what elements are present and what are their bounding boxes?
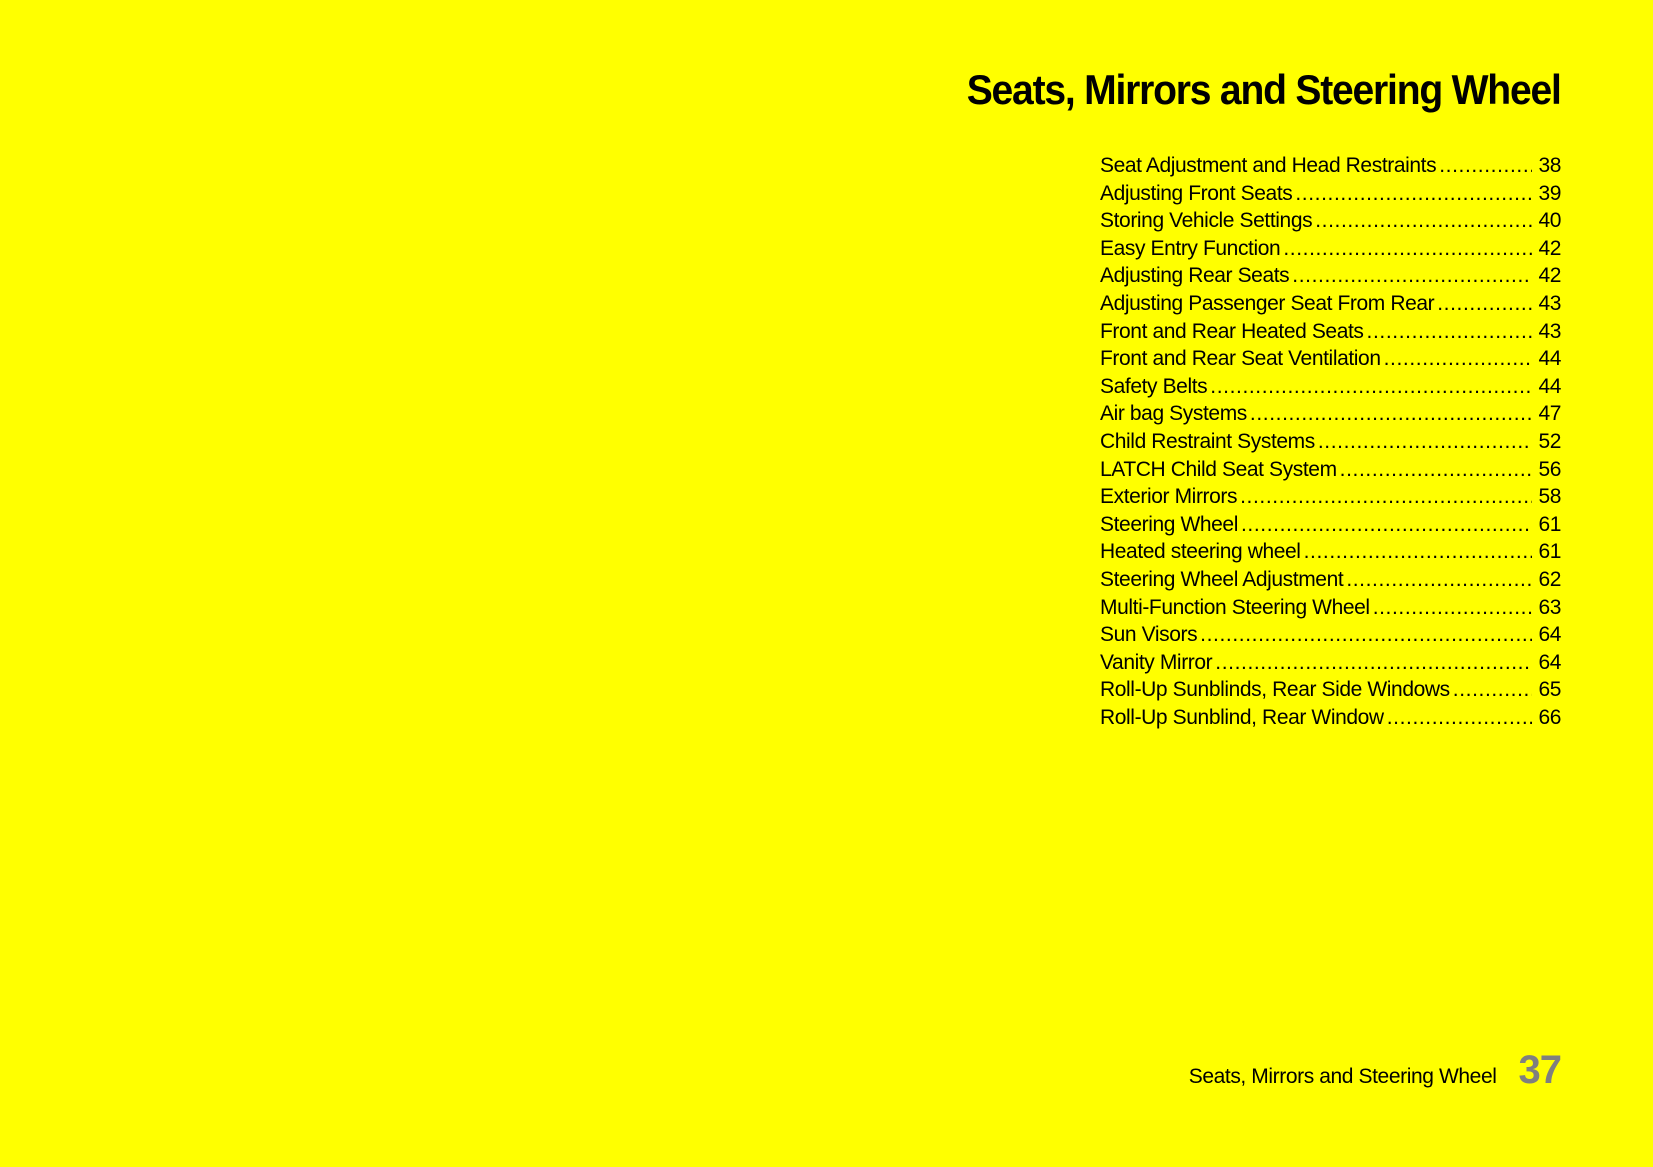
toc-entry[interactable] <box>1100 207 1561 235</box>
toc-entry[interactable] <box>1100 400 1561 428</box>
toc-entry[interactable] <box>1100 483 1561 511</box>
toc-entry[interactable] <box>1100 152 1561 180</box>
toc-entry-page: 38 <box>1538 154 1561 177</box>
toc-entry-label: Adjusting Front Seats <box>1100 181 1293 205</box>
toc-leader-dots <box>1453 676 1533 704</box>
toc-leader-dots <box>1346 566 1532 594</box>
toc-entry[interactable] <box>1100 566 1561 594</box>
toc-entry-page: 44 <box>1538 347 1561 371</box>
toc-entry-label: Easy Entry Function <box>1100 236 1281 260</box>
toc-entry-label: Seat Adjustment and Head Restraints <box>1100 154 1437 177</box>
toc-leader-dots <box>1241 511 1532 539</box>
toc-entry-page: 40 <box>1538 209 1561 233</box>
toc-entry-label: Child Restraint Systems <box>1100 429 1315 453</box>
toc-entry[interactable] <box>1100 290 1561 318</box>
toc-entry-page: 52 <box>1538 429 1561 453</box>
toc-entry[interactable] <box>1100 428 1561 456</box>
toc-entry-page: 62 <box>1538 567 1561 591</box>
toc-entry[interactable] <box>1100 594 1561 622</box>
toc-entry[interactable] <box>1100 538 1561 566</box>
toc-entry[interactable] <box>1100 511 1561 539</box>
toc-leader-dots <box>1439 152 1532 180</box>
toc-entry-page: 58 <box>1538 485 1561 509</box>
toc-entry[interactable] <box>1100 621 1561 649</box>
toc-entry-page: 44 <box>1538 374 1561 398</box>
toc-entry-label: Steering Wheel <box>1100 512 1238 536</box>
toc-entry-label: Exterior Mirrors <box>1100 485 1238 509</box>
toc-entry[interactable] <box>1100 262 1561 290</box>
toc-entry[interactable] <box>1100 704 1561 732</box>
toc-entry-page: 39 <box>1538 181 1561 205</box>
toc-entry-page: 43 <box>1538 319 1561 343</box>
toc-entry[interactable] <box>1100 676 1561 704</box>
toc-entry-page: 42 <box>1538 236 1561 260</box>
toc-entry-label: Storing Vehicle Settings <box>1100 209 1313 233</box>
toc-leader-dots <box>1210 373 1532 401</box>
toc-leader-dots <box>1283 235 1532 263</box>
toc-entry-label: Steering Wheel Adjustment <box>1100 567 1344 591</box>
toc-leader-dots <box>1315 207 1532 235</box>
toc-entry-label: LATCH Child Seat System <box>1100 457 1337 481</box>
toc-entry-label: Roll-Up Sunblind, Rear Window <box>1100 705 1384 729</box>
toc-leader-dots <box>1200 621 1532 649</box>
footer-page-number: 37 <box>1518 1048 1561 1092</box>
toc-entry-label: Front and Rear Seat Ventilation <box>1100 347 1381 371</box>
toc-entry-page: 64 <box>1538 623 1561 647</box>
toc-entry-page: 56 <box>1538 457 1561 481</box>
toc-entry-label: Air bag Systems <box>1100 402 1247 426</box>
toc-leader-dots <box>1387 704 1533 732</box>
toc-leader-dots <box>1437 290 1532 318</box>
toc-leader-dots <box>1215 649 1532 677</box>
toc-leader-dots <box>1373 594 1533 622</box>
toc-entry-page: 61 <box>1538 540 1561 564</box>
toc-entry-page: 42 <box>1538 264 1561 288</box>
toc-leader-dots <box>1384 345 1533 373</box>
toc-entry-label: Multi-Function Steering Wheel <box>1100 595 1370 619</box>
toc-entry[interactable] <box>1100 235 1561 263</box>
toc-leader-dots <box>1240 483 1532 511</box>
table-of-contents <box>1100 152 1561 731</box>
toc-entry-label: Sun Visors <box>1100 623 1198 647</box>
toc-entry-label: Roll-Up Sunblinds, Rear Side Windows <box>1100 678 1450 702</box>
toc-entry-page: 61 <box>1538 512 1561 536</box>
toc-leader-dots <box>1304 538 1533 566</box>
toc-entry-label: Adjusting Rear Seats <box>1100 264 1290 288</box>
toc-entry-page: 43 <box>1538 291 1561 315</box>
toc-entry[interactable] <box>1100 373 1561 401</box>
toc-entry-label: Vanity Mirror <box>1100 650 1213 674</box>
footer-section-title: Seats, Mirrors and Steering Wheel <box>1188 1065 1497 1088</box>
toc-leader-dots <box>1295 180 1532 208</box>
toc-entry-label: Adjusting Passenger Seat From Rear <box>1100 291 1435 315</box>
toc-entry-label: Front and Rear Heated Seats <box>1100 319 1364 343</box>
page-footer <box>1189 1048 1561 1093</box>
toc-entry[interactable] <box>1100 649 1561 677</box>
toc-entry-page: 63 <box>1538 595 1561 619</box>
toc-leader-dots <box>1367 318 1533 346</box>
toc-entry-label: Heated steering wheel <box>1100 540 1301 564</box>
toc-entry-label: Safety Belts <box>1100 374 1208 398</box>
toc-entry-page: 64 <box>1538 650 1561 674</box>
toc-leader-dots <box>1250 400 1533 428</box>
toc-leader-dots <box>1340 456 1533 484</box>
toc-entry[interactable] <box>1100 456 1561 484</box>
toc-leader-dots <box>1318 428 1533 456</box>
toc-leader-dots <box>1292 262 1532 290</box>
page-title: Seats, Mirrors and Steering Wheel <box>967 66 1561 113</box>
toc-entry-page: 66 <box>1538 705 1561 729</box>
toc-entry-page: 47 <box>1538 402 1561 426</box>
toc-entry[interactable] <box>1100 318 1561 346</box>
toc-entry-page: 65 <box>1538 678 1561 702</box>
toc-entry[interactable] <box>1100 345 1561 373</box>
toc-entry[interactable] <box>1100 180 1561 208</box>
